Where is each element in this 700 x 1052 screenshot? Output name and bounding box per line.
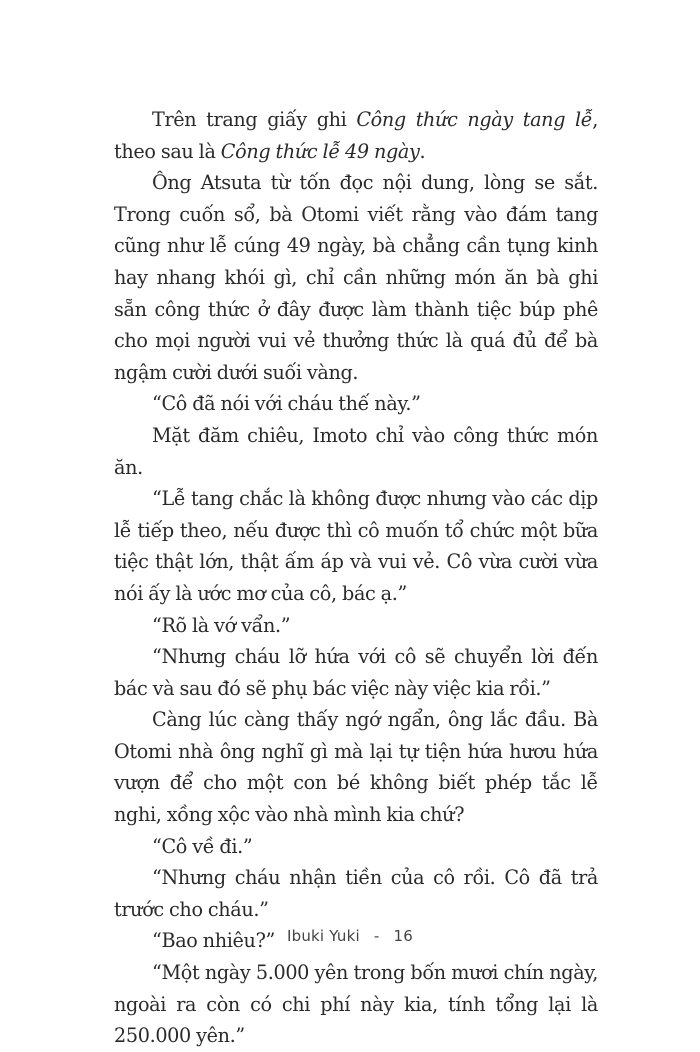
paragraph: [114, 167, 598, 388]
paragraph-text: Ông Atsuta từ tốn đọc nội dung, lòng se sắt. Trong cuốn sổ, bà Otomi viết rằng vào đám tang cũng như lễ cúng 49 ngày, bà chẳng cần tụng kinh hay nhang khói gì, chỉ cần những món ăn bà ghi sẵn công thức ở đây được làm thành tiệc búp phê cho mọi người vui vẻ thưởng thức là quá đủ để bà ngậm cười dưới suối vàng.: [114, 171, 598, 384]
paragraph: [114, 483, 598, 609]
paragraph-text: Mặt đăm chiêu, Imoto chỉ vào công thức món ăn.: [114, 423, 598, 479]
paragraph-text: Trên trang giấy ghi: [152, 108, 357, 131]
paragraph-text: “Lễ tang chắc là không được nhưng vào các dịp lễ tiếp theo, nếu được thì cô muốn tổ chức một bữa tiệc thật lớn, thật ấm áp và vui vẻ. Cô vừa cười vừa nói ấy là ước mơ của cô, bác ạ.”: [114, 487, 598, 605]
paragraph-text: .: [419, 139, 426, 163]
paragraph: [114, 704, 598, 830]
footer-separator: -: [373, 927, 380, 945]
paragraph: [114, 610, 598, 642]
body-text: [114, 104, 598, 1052]
paragraph-text: , theo sau là: [114, 108, 598, 163]
paragraph: [114, 862, 598, 925]
paragraph-text: “Cô về đi.”: [152, 834, 253, 858]
page-footer: [0, 927, 700, 945]
paragraph-text: “Một ngày 5.000 yên trong bốn mươi chín ngày, ngoài ra còn có chi phí này kia, tính tổng lại là 250.000 yên.”: [114, 961, 598, 1048]
paragraph-text: “Bao nhiêu?”: [152, 929, 275, 953]
paragraph: [114, 641, 598, 704]
paragraph: [114, 831, 598, 863]
paragraph: [114, 388, 598, 420]
page-number: 16: [393, 927, 413, 945]
paragraph: [114, 104, 598, 167]
paragraph: [114, 420, 598, 483]
paragraph: [114, 957, 598, 1052]
footer-author: Ibuki Yuki: [286, 927, 360, 945]
paragraph-text: “Nhưng cháu nhận tiền của cô rồi. Cô đã trả trước cho cháu.”: [114, 866, 598, 921]
italic-title-text: Công thức lễ 49 ngày: [220, 139, 420, 163]
paragraph-text: “Nhưng cháu lỡ hứa với cô sẽ chuyển lời đến bác và sau đó sẽ phụ bác việc này việc kia rồi.”: [114, 645, 598, 700]
paragraph-text: Càng lúc càng thấy ngớ ngẩn, ông lắc đầu. Bà Otomi nhà ông nghĩ gì mà lại tự tiện hứa hươu hứa vượn để cho một con bé không biết phép tắc lễ nghi, xồng xộc vào nhà mình kia chứ?: [114, 708, 598, 827]
italic-title-text: Công thức ngày tang lễ: [356, 108, 593, 131]
paragraph-text: “Cô đã nói với cháu thế này.”: [152, 392, 421, 416]
paragraph-text: “Rõ là vớ vẩn.”: [152, 613, 291, 637]
